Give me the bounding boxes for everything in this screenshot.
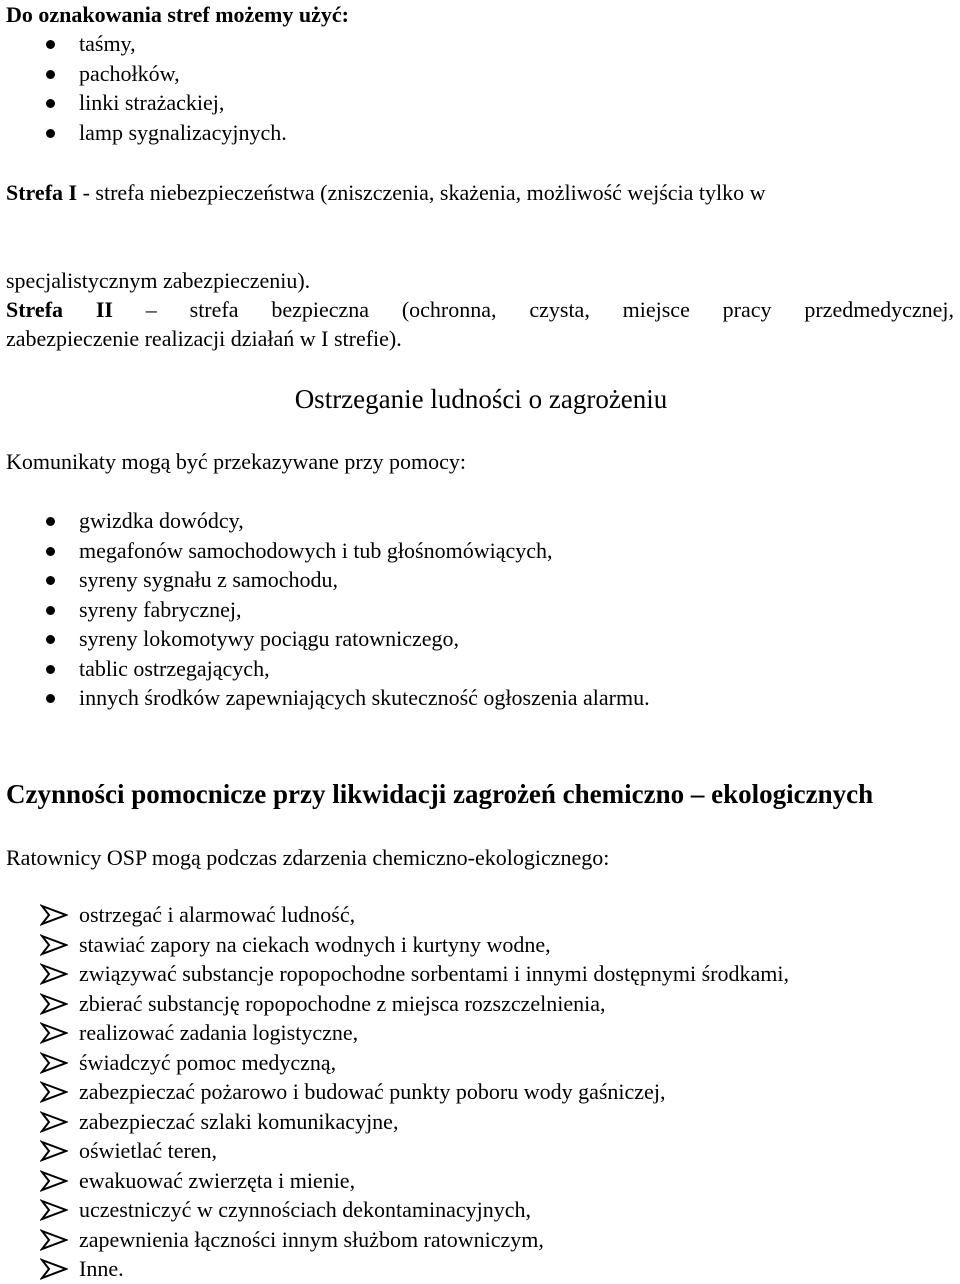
list-item: realizować zadania logistyczne,: [6, 1018, 789, 1048]
list-item: związywać substancje ropopochodne sorbentami i innymi dostępnymi środkami,: [6, 959, 789, 989]
arrow-bullet-icon: [40, 963, 68, 985]
list-item: megafonów samochodowych i tub głośnomówiących,: [6, 536, 650, 566]
list-item: innych środków zapewniających skuteczność ogłoszenia alarmu.: [6, 683, 650, 713]
arrow-bullet-icon: [40, 1258, 68, 1280]
list-item: linki strażackiej,: [6, 88, 287, 118]
list-item: taśmy,: [6, 29, 287, 59]
bullet-icon: [46, 40, 55, 49]
list-item: pachołków,: [6, 59, 287, 89]
arrow-bullet-icon: [40, 1170, 68, 1192]
list-item: zapewnienia łączności innym służbom ratowniczym,: [6, 1225, 789, 1255]
bullet-icon: [46, 129, 55, 138]
strefa1-paragraph: [6, 178, 954, 208]
strefa2-label: Strefa II: [6, 297, 113, 322]
bullet-icon: [46, 517, 55, 526]
list-item: ostrzegać i alarmować ludność,: [6, 900, 789, 930]
arrow-bullet-icon: [40, 1140, 68, 1162]
strefa1-text-line2: specjalistycznym zabezpieczeniu).: [6, 268, 311, 293]
list-item: świadczyć pomoc medyczną,: [6, 1048, 789, 1078]
arrow-bullet-icon: [40, 1199, 68, 1221]
list-item: gwizdka dowódcy,: [6, 506, 650, 536]
list-item: stawiać zapory na ciekach wodnych i kurtyny wodne,: [6, 930, 789, 960]
warning-intro: Komunikaty mogą być przekazywane przy pomocy:: [6, 449, 467, 474]
bullet-icon: [46, 606, 55, 615]
arrow-bullet-icon: [40, 1229, 68, 1251]
arrow-bullet-icon: [40, 904, 68, 926]
list-item: syreny lokomotywy pociągu ratowniczego,: [6, 624, 650, 654]
arrow-bullet-icon: [40, 1022, 68, 1044]
strefa2-paragraph-line1: [6, 295, 954, 325]
list-item: zbierać substancję ropopochodne z miejsca rozszczelnienia,: [6, 989, 789, 1019]
list-item: syreny sygnału z samochodu,: [6, 565, 650, 595]
bullet-icon: [46, 665, 55, 674]
arrow-bullet-icon: [40, 934, 68, 956]
auxiliary-intro: Ratownicy OSP mogą podczas zdarzenia chemiczno-ekologicznego:: [6, 845, 610, 870]
list-item: zabezpieczać pożarowo i budować punkty poboru wody gaśniczej,: [6, 1077, 789, 1107]
list-item: syreny fabrycznej,: [6, 595, 650, 625]
list-item: uczestniczyć w czynnościach dekontaminacyjnych,: [6, 1195, 789, 1225]
auxiliary-title: Czynności pomocnicze przy likwidacji zagrożeń chemiczno – ekologicznych: [6, 779, 874, 809]
list-item: Inne.: [6, 1254, 789, 1284]
strefa2-text-line2: zabezpieczenie realizacji działań w I strefie).: [6, 326, 402, 351]
list-item: lamp sygnalizacyjnych.: [6, 118, 287, 148]
list-item: zabezpieczać szlaki komunikacyjne,: [6, 1107, 789, 1137]
warning-title: Ostrzeganie ludności o zagrożeniu: [294, 384, 668, 414]
strefa1-label: Strefa I: [6, 180, 78, 205]
warning-list: [6, 506, 650, 713]
arrow-bullet-icon: [40, 1081, 68, 1103]
arrow-bullet-icon: [40, 1052, 68, 1074]
bullet-icon: [46, 547, 55, 556]
bullet-icon: [46, 635, 55, 644]
list-item: oświetlać teren,: [6, 1136, 789, 1166]
strefa1-text-line1: - strefa niebezpieczeństwa (zniszczenia, skażenia, możliwość wejścia tylko w: [77, 180, 766, 205]
bullet-icon: [46, 99, 55, 108]
bullet-icon: [46, 576, 55, 585]
zones-heading: Do oznakowania stref możemy użyć:: [6, 2, 349, 27]
bullet-icon: [46, 70, 55, 79]
bullet-icon: [46, 694, 55, 703]
auxiliary-list: [6, 900, 789, 1284]
arrow-bullet-icon: [40, 993, 68, 1015]
list-item: tablic ostrzegających,: [6, 654, 650, 684]
zones-marker-list: [6, 29, 287, 147]
list-item: ewakuować zwierzęta i mienie,: [6, 1166, 789, 1196]
arrow-bullet-icon: [40, 1111, 68, 1133]
strefa2-text-line1: – strefa bezpieczna (ochronna, czysta, miejsce pracy przedmedycznej,: [112, 297, 954, 322]
